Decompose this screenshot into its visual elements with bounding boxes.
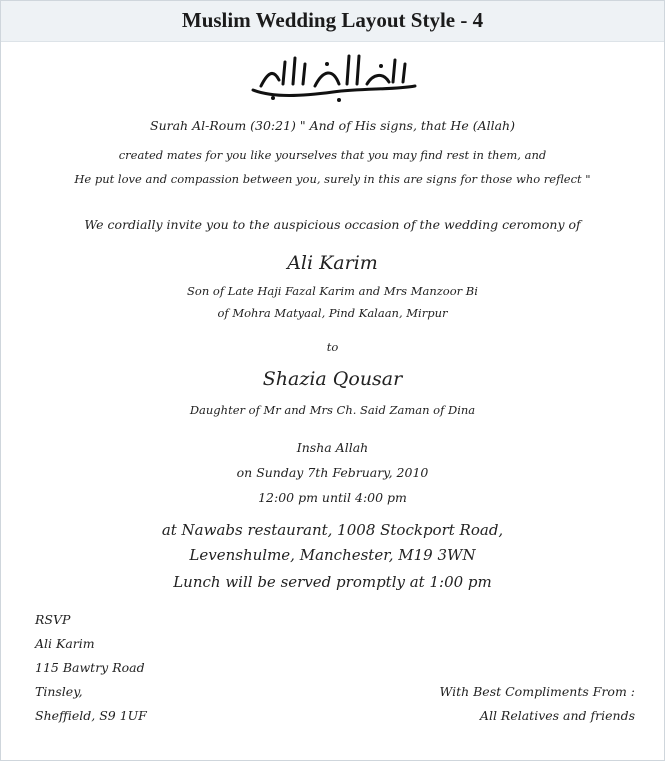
groom-parents: Son of Late Haji Fazal Karim and Mrs Manzoor Bi	[187, 284, 478, 298]
lunch-note: Lunch will be served promptly at 1:00 pm	[173, 573, 492, 591]
page-title: Muslim Wedding Layout Style - 4	[181, 8, 484, 32]
rsvp-address-3: Sheffield, S9 1UF	[35, 708, 147, 723]
groom-address: of Mohra Matyaal, Pind Kalaan, Mirpur	[217, 306, 448, 320]
insha-allah: Insha Allah	[296, 440, 369, 455]
compliments-line-1: With Best Compliments From :	[439, 684, 635, 699]
verse-line-1: Surah Al-Roum (30:21) " And of His signs, that He (Allah)	[150, 118, 515, 133]
title-bar	[1, 1, 664, 42]
event-time: 12:00 pm until 4:00 pm	[258, 490, 407, 505]
bride-parents: Daughter of Mr and Mrs Ch. Said Zaman of Dina	[189, 403, 476, 417]
groom-name: Ali Karim	[287, 252, 378, 274]
invitation-line: We cordially invite you to the auspicious occasion of the wedding ceromony of	[84, 217, 581, 232]
compliments-line-2: All Relatives and friends	[479, 708, 635, 723]
venue-line-1: at Nawabs restaurant, 1008 Stockport Road,	[161, 521, 504, 539]
verse-line-3: He put love and compassion between you, surely in this are signs for those who reflect "	[74, 172, 591, 186]
rsvp-address-2: Tinsley,	[35, 684, 83, 699]
venue-line-2: Levenshulme, Manchester, M19 3WN	[189, 546, 476, 564]
verse-line-2: created mates for you like yourselves that you may find rest in them, and	[118, 148, 547, 162]
connector-text: to	[326, 340, 339, 354]
rsvp-label: RSVP	[35, 612, 71, 627]
bride-name: Shazia Qousar	[262, 368, 403, 390]
event-date: on Sunday 7th February, 2010	[236, 465, 429, 480]
rsvp-address-1: 115 Bawtry Road	[35, 660, 145, 675]
bismillah-calligraphy	[243, 46, 423, 104]
rsvp-name: Ali Karim	[35, 636, 95, 651]
